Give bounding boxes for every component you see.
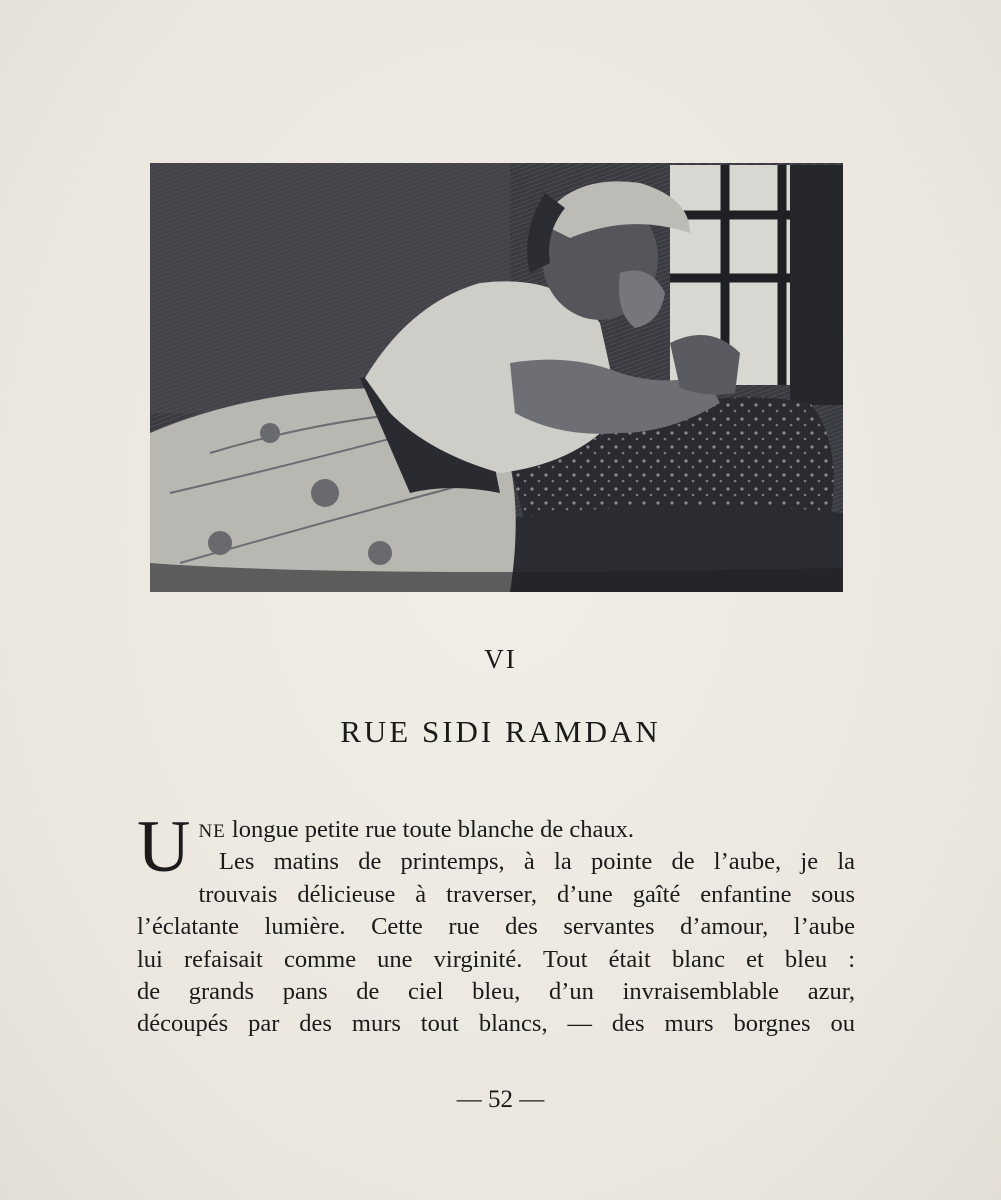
small-caps-word: NE bbox=[198, 821, 226, 842]
text-line-7: découpés par des murs tout blancs, — des murs borgnes ou bbox=[137, 1010, 855, 1038]
text-line-1 bbox=[137, 814, 855, 846]
text-line-2: Les matins de printemps, à la pointe de l’aube, je la bbox=[219, 848, 855, 876]
text-line-5: lui refaisait comme une virginité. Tout était blanc et bleu : bbox=[137, 945, 855, 973]
chapter-title: RUE SIDI RAMDAN bbox=[340, 714, 661, 749]
drop-cap: U bbox=[137, 806, 191, 888]
lithograph-illustration bbox=[150, 163, 843, 592]
chapter-number: VI bbox=[484, 644, 517, 674]
text-line-6: de grands pans de ciel bleu, d’un invraisemblable azur, bbox=[137, 977, 855, 1005]
body-text bbox=[137, 806, 855, 1041]
text-line-4: l’éclatante lumière. Cette rue des servantes d’amour, l’aube bbox=[137, 913, 855, 941]
text-line-1-rest: longue petite rue toute blanche de chaux. bbox=[225, 816, 634, 843]
text-line-3: trouvais délicieuse à traverser, d’une gaîté enfantine sous bbox=[198, 880, 855, 908]
woman-reclining-illustration bbox=[150, 163, 843, 592]
page-number: — 52 — bbox=[456, 1086, 545, 1113]
